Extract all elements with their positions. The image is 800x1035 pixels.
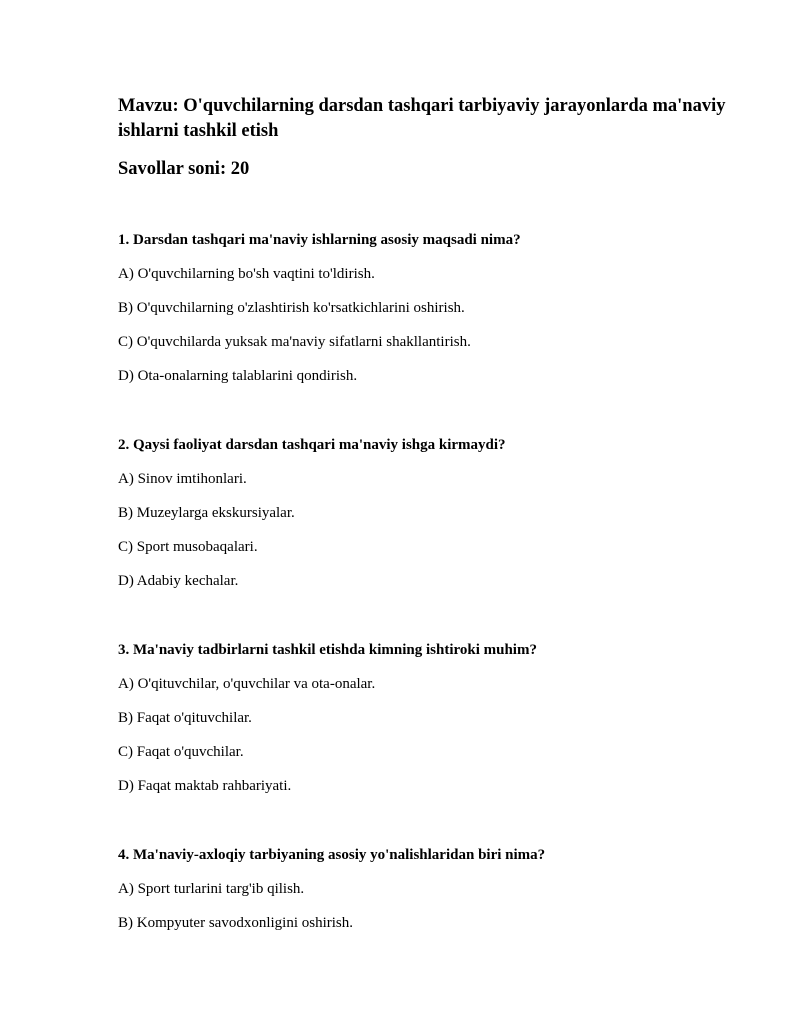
document-title: Mavzu: O'quvchilarning darsdan tashqari tarbiyaviy jarayonlarda ma'naviy ishlarni tashkil etish bbox=[118, 96, 726, 141]
question-block bbox=[118, 230, 740, 386]
answer-option: B) O'quvchilarning o'zlashtirish ko'rsatkichlarini oshirish. bbox=[118, 300, 465, 316]
question-text: 1. Darsdan tashqari ma'naviy ishlarning asosiy maqsadi nima? bbox=[118, 232, 521, 248]
question-block bbox=[118, 640, 740, 796]
question-count: Savollar soni: 20 bbox=[118, 159, 250, 179]
answer-option: C) Faqat o'quvchilar. bbox=[118, 744, 244, 760]
question-block bbox=[118, 845, 740, 933]
answer-option: D) Adabiy kechalar. bbox=[118, 573, 239, 589]
answer-option: A) Sport turlarini targ'ib qilish. bbox=[118, 881, 305, 897]
answer-option: B) Faqat o'qituvchilar. bbox=[118, 710, 252, 726]
answer-option: A) O'qituvchilar, o'quvchilar va ota-onalar. bbox=[118, 676, 376, 692]
question-text: 2. Qaysi faoliyat darsdan tashqari ma'naviy ishga kirmaydi? bbox=[118, 437, 506, 453]
answer-option: C) Sport musobaqalari. bbox=[118, 539, 258, 555]
question-text: 3. Ma'naviy tadbirlarni tashkil etishda kimning ishtiroki muhim? bbox=[118, 642, 537, 658]
question-text: 4. Ma'naviy-axloqiy tarbiyaning asosiy yo'nalishlaridan biri nima? bbox=[118, 847, 546, 863]
answer-option: A) O'quvchilarning bo'sh vaqtini to'ldirish. bbox=[118, 266, 375, 282]
answer-option: C) O'quvchilarda yuksak ma'naviy sifatlarni shakllantirish. bbox=[118, 334, 471, 350]
answer-option: D) Faqat maktab rahbariyati. bbox=[118, 778, 292, 794]
question-block bbox=[118, 435, 740, 591]
answer-option: B) Muzeylarga ekskursiyalar. bbox=[118, 505, 295, 521]
question-list bbox=[118, 230, 740, 933]
answer-option: A) Sinov imtihonlari. bbox=[118, 471, 247, 487]
answer-option: B) Kompyuter savodxonligini oshirish. bbox=[118, 915, 353, 931]
answer-option: D) Ota-onalarning talablarini qondirish. bbox=[118, 368, 358, 384]
